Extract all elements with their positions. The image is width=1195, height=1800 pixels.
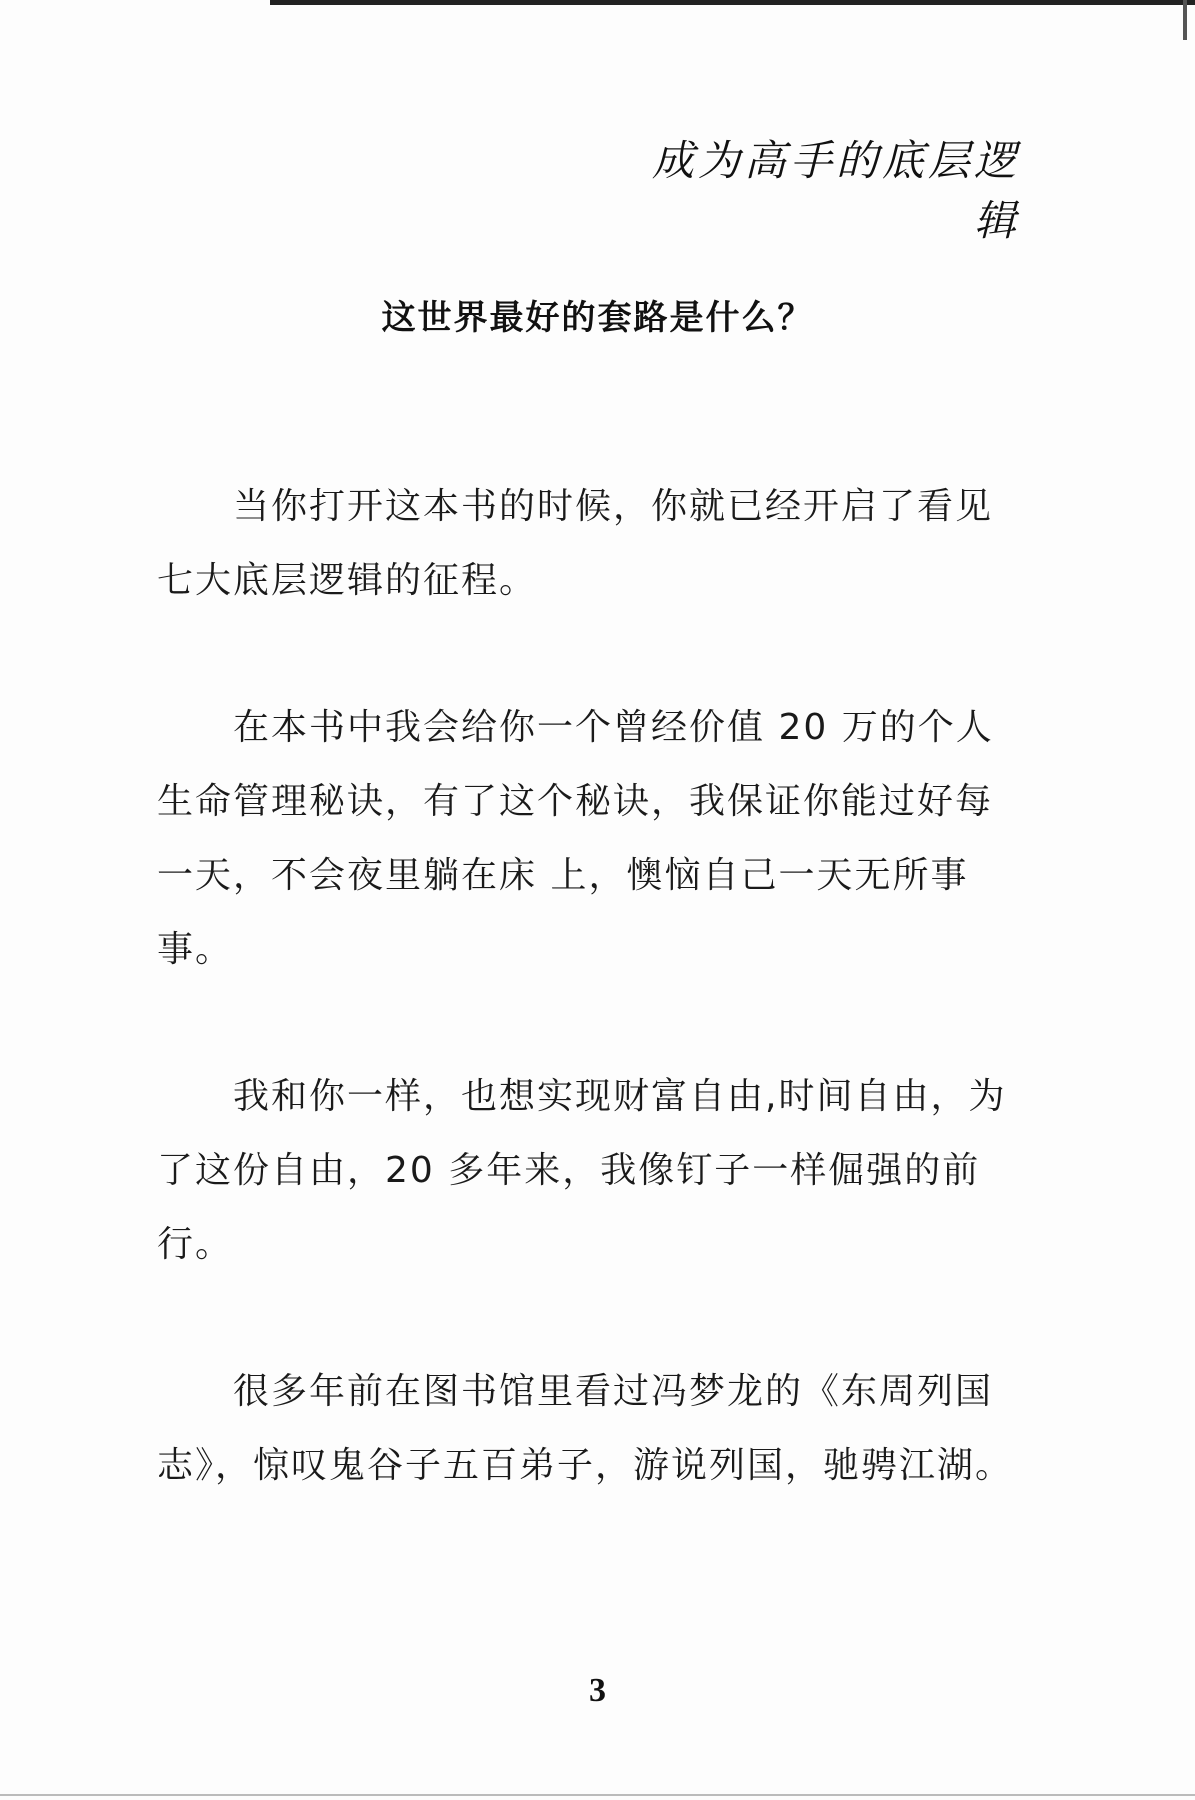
body-text [157,470,1017,1576]
scan-edge-bottom [0,1794,1195,1796]
paragraph: 当你打开这本书的时候，你就已经开启了看见七大底层逻辑的征程。 [157,486,994,601]
scan-edge-right [1183,0,1187,40]
paragraph: 很多年前在图书馆里看过冯梦龙的《东周列国志》，惊叹鬼谷子五百弟子，游说列国，驰骋江湖。 [157,1371,1014,1486]
paragraph: 我和你一样，也想实现财富自由,时间自由，为了这份自由，20 多年来，我像钉子一样倔强的前行。 [157,1076,1007,1265]
section-title: 这世界最好的套路是什么？ [381,298,814,338]
page-number: 3 [589,1672,606,1709]
running-header: 成为高手的底层逻辑 [651,136,1020,245]
scan-edge-top [270,0,1195,5]
paragraph: 在本书中我会给你一个曾经价值 20 万的个人生命管理秘诀，有了这个秘诀，我保证你能过好每一天，不会夜里躺在床 上，懊恼自己一天无所事事。 [157,707,994,970]
